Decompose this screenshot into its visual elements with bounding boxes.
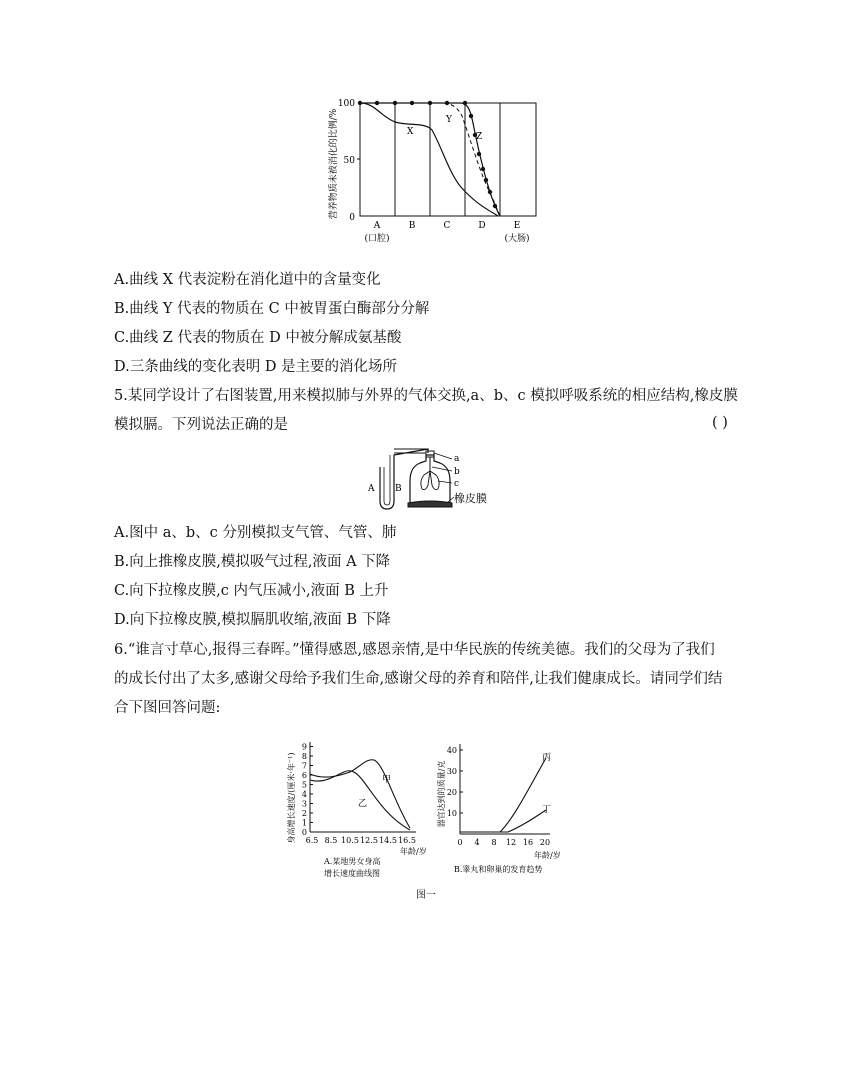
q6-line3: 合下图回答问题: — [114, 700, 221, 716]
q5-stem-line1: 5.某同学设计了右图装置,用来模拟肺与外界的气体交换,a、b、c 模拟呼吸系统的相应结构,橡皮膜 — [114, 388, 738, 404]
gonad-xtick: 4 — [474, 838, 480, 847]
q4-option-c: C.曲线 Z 代表的物质在 D 中被分解成氨基酸 — [114, 330, 402, 346]
height-y-label: 身高增长速度/(厘米·年⁻¹) — [287, 752, 296, 844]
height-xtick: 14.5 — [379, 836, 397, 845]
digestion-xsub-a: (口腔) — [364, 234, 390, 244]
q5-answer-paren: ( ) — [712, 415, 728, 431]
height-caption-2: 增长速度曲线图 — [324, 869, 380, 878]
digestion-xcat-b: B — [408, 221, 416, 231]
gonad-xtick: 12 — [505, 838, 517, 847]
height-xtick: 16.5 — [398, 836, 416, 845]
height-xtick: 6.5 — [305, 836, 319, 845]
fig-label-A: A — [368, 484, 375, 494]
digestion-y-label: 营养物质未被消化的比例/% — [329, 108, 339, 220]
gonad-xtick: 16 — [522, 838, 534, 847]
digestion-xcat-c: C — [443, 221, 451, 231]
digestion-xcat-a: A — [373, 221, 381, 231]
digestion-curve-z-dots — [358, 101, 497, 208]
gonad-ytick: 40 — [446, 746, 457, 755]
height-xtick: 12.5 — [360, 836, 378, 845]
digestion-ytick-100: 100 — [337, 99, 355, 109]
height-ytick: 1 — [301, 818, 307, 828]
q5-stem-line2: 模拟膈。下列说法正确的是 — [114, 417, 288, 433]
height-ytick: 7 — [301, 761, 307, 771]
gonad-caption: B.睾丸和卵巢的发育趋势 — [454, 865, 543, 874]
q5-option-a: A.图中 a、b、c 分别模拟支气管、气管、肺 — [114, 525, 397, 541]
height-growth-chart — [284, 732, 434, 882]
height-ytick: 3 — [301, 799, 307, 809]
gonad-series-bing: 丙 — [542, 753, 552, 763]
q4-option-b: B.曲线 Y 代表的物质在 C 中被胃蛋白酶部分分解 — [114, 301, 430, 317]
fig-label-a: a — [454, 454, 460, 464]
gonad-x-label: 年龄/岁 — [534, 851, 561, 860]
gonad-xtick: 8 — [491, 838, 497, 847]
figure-caption: 图一 — [416, 890, 436, 901]
height-xtick: 10.5 — [341, 836, 359, 845]
fig-label-b: b — [454, 467, 460, 477]
digestion-xcat-d: D — [478, 221, 486, 231]
digestion-label-z: Z — [476, 132, 483, 142]
digestion-label-x: X — [407, 127, 414, 137]
gonad-curve-bing — [460, 758, 546, 832]
gonad-series-ding: 丁 — [542, 805, 552, 815]
height-xtick: 8.5 — [324, 836, 338, 845]
height-caption-1: A.某地男女身高 — [324, 857, 381, 866]
fig-label-c: c — [454, 479, 460, 489]
height-ytick: 6 — [301, 771, 307, 780]
gonad-ytick: 10 — [446, 809, 457, 818]
gonad-xtick: 20 — [539, 838, 551, 847]
digestion-label-y: Y — [446, 115, 452, 125]
digestion-xsub-e: (大肠) — [504, 234, 530, 244]
height-ytick: 2 — [301, 809, 307, 818]
gonad-xtick: 0 — [457, 838, 463, 847]
digestion-chart — [320, 88, 540, 248]
digestion-xcat-e: E — [513, 221, 521, 231]
height-ytick: 0 — [301, 828, 307, 837]
fig-label-membrane: 橡皮膜 — [454, 492, 487, 505]
lung-model-figure — [364, 445, 504, 515]
gonad-ytick: 30 — [446, 767, 457, 776]
height-curve-jia — [310, 760, 410, 828]
digestion-curve-x — [360, 103, 498, 216]
gonad-development-chart — [434, 738, 584, 878]
height-ytick: 4 — [301, 790, 307, 799]
q6-line1: 6.“谁言寸草心,报得三春晖。”懂得感恩,感恩亲情,是中华民族的传统美德。我们的父母为了我们 — [114, 642, 715, 658]
gonad-ytick: 20 — [446, 788, 457, 797]
height-ytick: 8 — [301, 752, 307, 761]
q4-option-d: D.三条曲线的变化表明 D 是主要的消化场所 — [114, 359, 398, 375]
height-ytick: 9 — [301, 742, 307, 752]
gonad-y-label: 器官达到的质量/克 — [437, 760, 446, 828]
height-series-yi: 乙 — [358, 799, 368, 809]
height-x-label: 年龄/岁 — [400, 847, 427, 856]
q5-option-d: D.向下拉橡皮膜,模拟膈肌收缩,液面 B 下降 — [114, 612, 391, 628]
q5-option-c: C.向下拉橡皮膜,c 内气压减小,液面 B 上升 — [114, 583, 389, 599]
q6-line2: 的成长付出了太多,感谢父母给予我们生命,感谢父母的养育和陪伴,让我们健康成长。请同学们结 — [114, 671, 723, 687]
q4-option-a: A.曲线 X 代表淀粉在消化道中的含量变化 — [114, 272, 381, 288]
height-ytick: 5 — [301, 780, 307, 790]
digestion-ytick-0: 0 — [349, 213, 355, 223]
q5-option-b: B.向上推橡皮膜,模拟吸气过程,液面 A 下降 — [114, 554, 391, 570]
digestion-ytick-50: 50 — [343, 156, 355, 166]
fig-label-B: B — [395, 484, 402, 494]
height-series-jia: 甲 — [382, 775, 392, 785]
